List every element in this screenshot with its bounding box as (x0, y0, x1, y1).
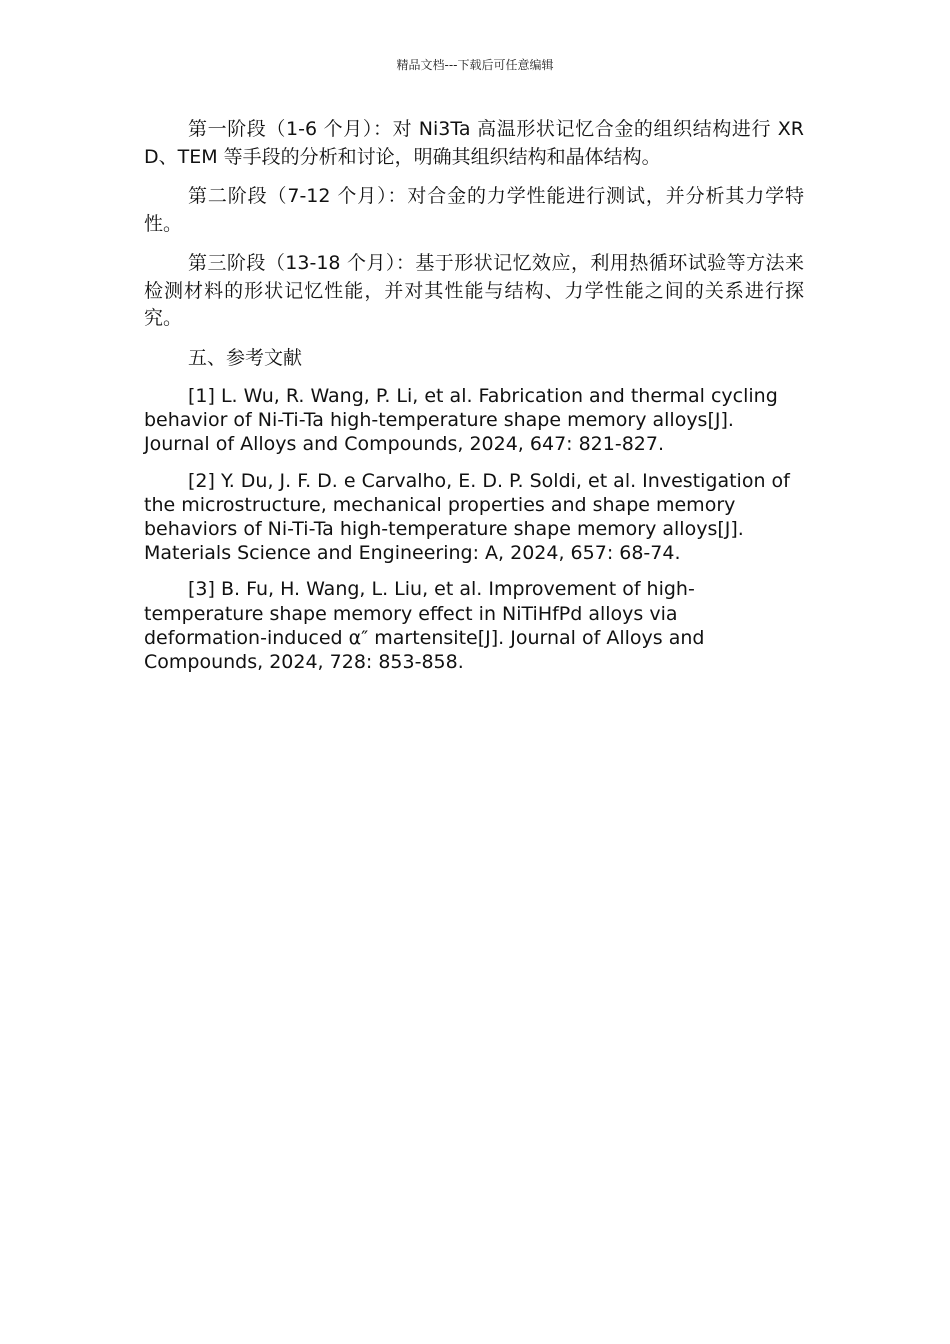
phase-3-paragraph: 第三阶段（13-18 个月）：基于形状记忆效应，利用热循环试验等方法来检测材料的形状记忆性能，并对其性能与结构、力学性能之间的关系进行探究。 (144, 252, 804, 329)
phase-1-paragraph: 第一阶段（1-6 个月）：对 Ni3Ta 高温形状记忆合金的组织结构进行 XRD、TEM 等手段的分析和讨论，明确其组织结构和晶体结构。 (144, 118, 804, 168)
phase-2-paragraph: 第二阶段（7-12 个月）：对合金的力学性能进行测试，并分析其力学特性。 (144, 185, 804, 235)
page-header: 精品文档---下载后可任意编辑 (396, 58, 554, 72)
reference-2: [2] Y. Du, J. F. D. e Carvalho, E. D. P. Soldi, et al. Investigation of the microstructure, mechanical properties and shape memory behaviors of Ni-Ti-Ta high-temperature shape memory alloys[J]. Materials Science and Engineering: A, 2024, 657: 68-74. (144, 469, 790, 565)
references-heading: 五、参考文献 (188, 346, 303, 369)
document-body (144, 116, 804, 686)
reference-1: [1] L. Wu, R. Wang, P. Li, et al. Fabrication and thermal cycling behavior of Ni-Ti-Ta high-temperature shape memory alloys[J]. Journal of Alloys and Compounds, 2024, 647: 821-827. (144, 385, 778, 456)
reference-3: [3] B. Fu, H. Wang, L. Liu, et al. Improvement of high-temperature shape memory effect in NiTiHfPd alloys via deformation-induced α″ martensite[J]. Journal of Alloys and Compounds, 2024, 728: 853-858. (144, 578, 705, 674)
